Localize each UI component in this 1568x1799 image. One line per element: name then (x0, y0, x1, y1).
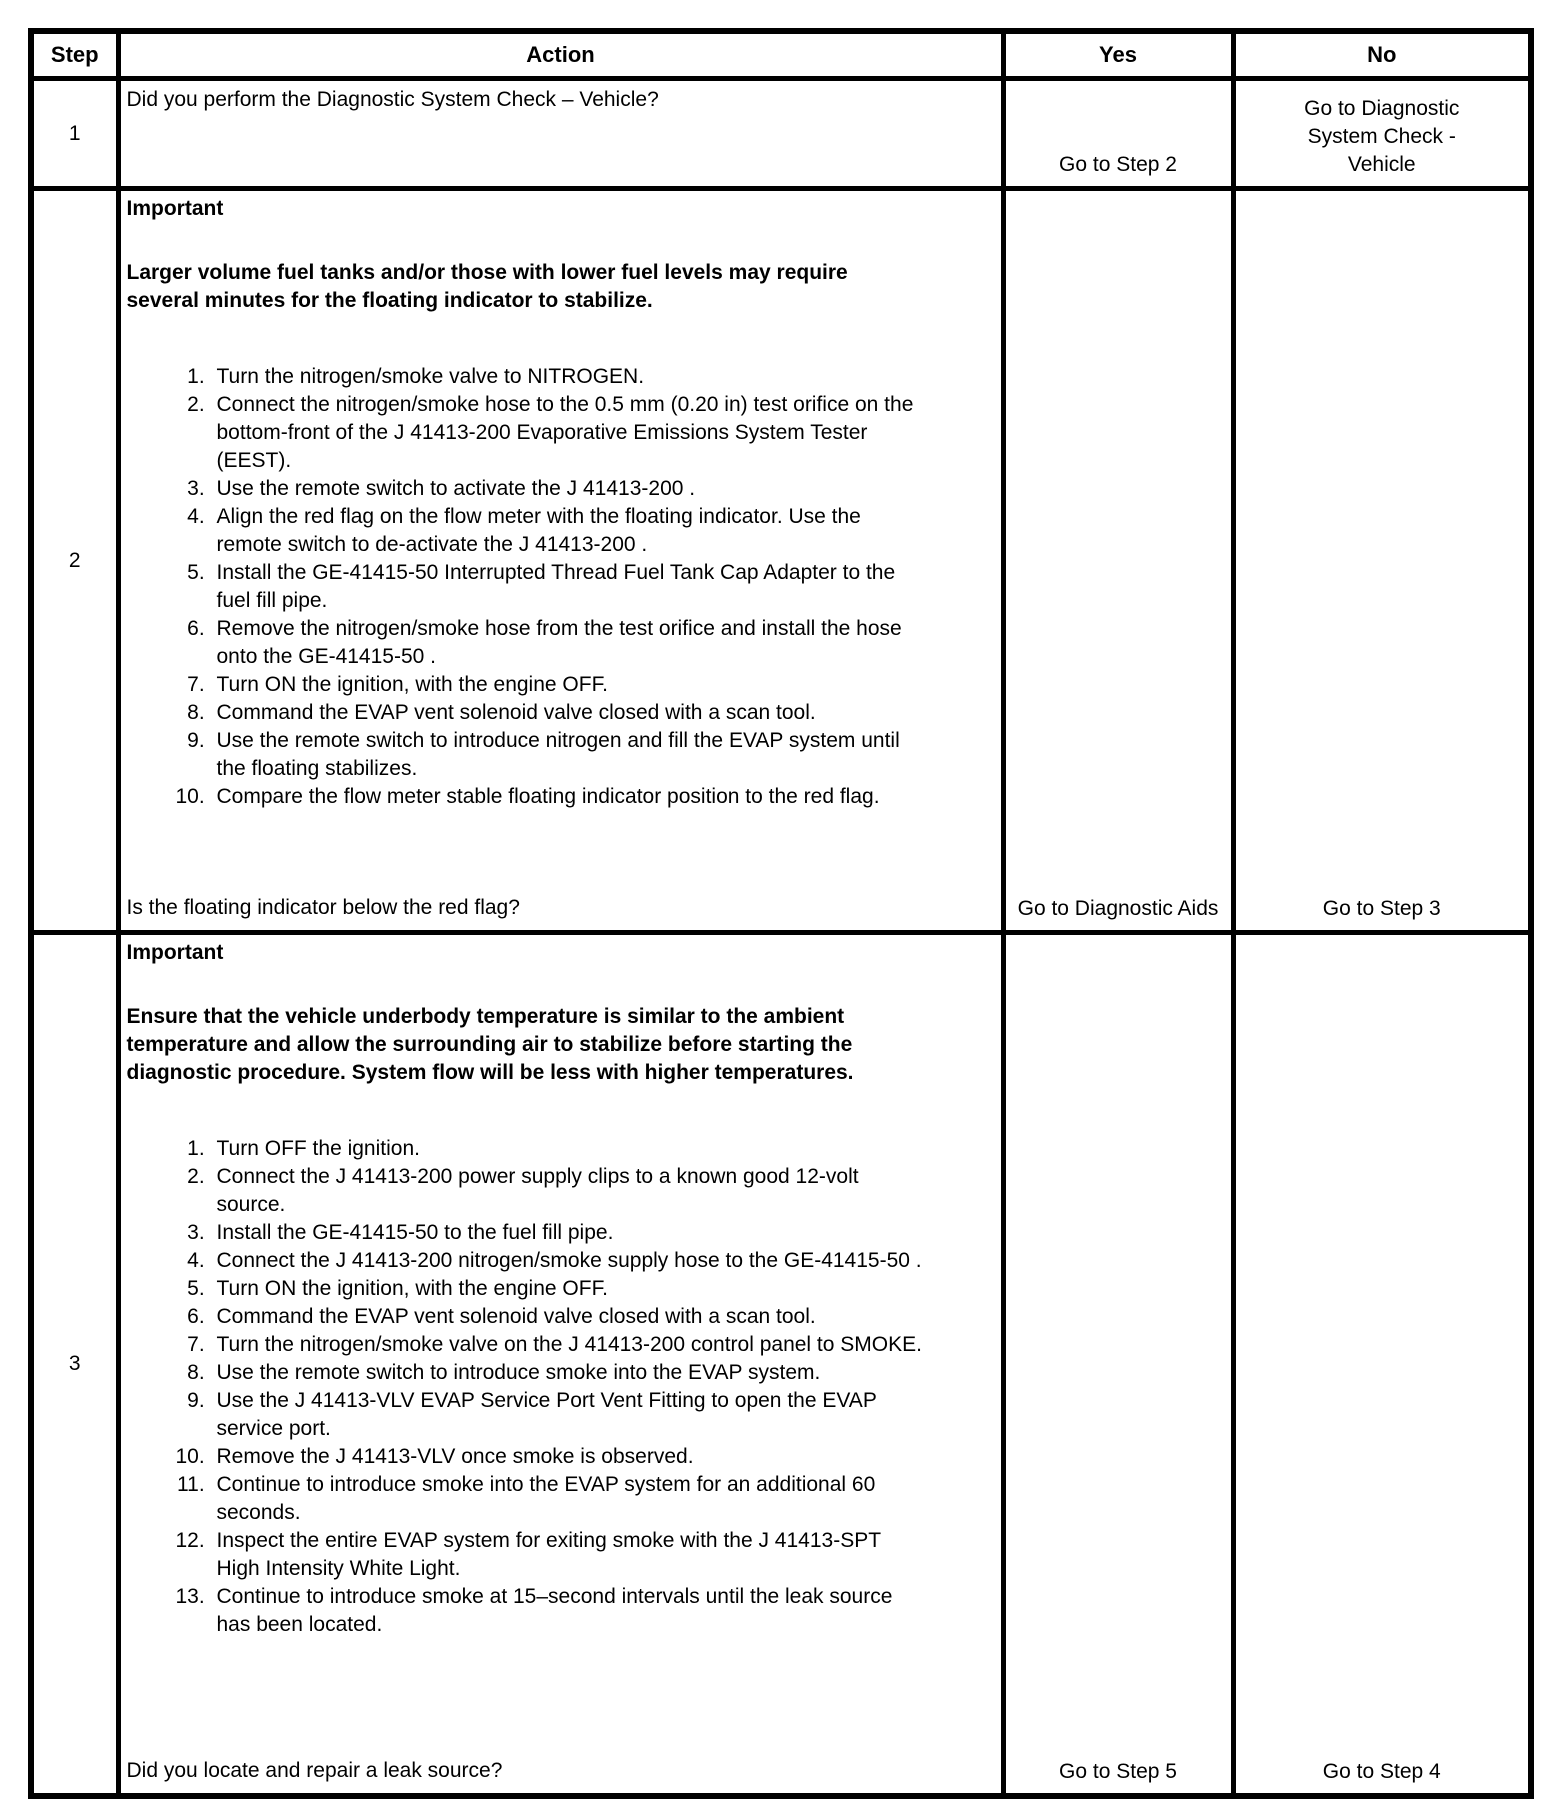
table-row-step-3 (31, 933, 1531, 1797)
important-label: Important (126, 197, 224, 220)
action-step-item: 2. Connect the nitrogen/smoke hose to the 0.5 mm (0.20 in) test orifice on the bottom-front of the J 41413-200 Evaporative Emissions System Tester (EEST). (211, 391, 925, 475)
action-step-item: 12. Inspect the entire EVAP system for exiting smoke with the J 41413-SPT High Intensity White Light. (211, 1527, 925, 1583)
action-question: Did you locate and repair a leak source? (126, 1759, 503, 1782)
action-step-item: 7. Turn the nitrogen/smoke valve on the J 41413-200 control panel to SMOKE. (211, 1331, 925, 1359)
action-cell (118, 79, 1003, 189)
action-content (121, 191, 1001, 930)
header-row (31, 31, 1531, 79)
yes-cell (1003, 189, 1233, 933)
no-instruction: Go to Diagnostic System Check - Vehicle (1304, 97, 1460, 176)
no-cell (1233, 933, 1531, 1797)
action-step-item: 5. Turn ON the ignition, with the engine OFF. (211, 1275, 925, 1303)
action-cell (118, 933, 1003, 1797)
col-header-action: Action (118, 31, 1003, 79)
action-question: Is the floating indicator below the red flag? (126, 896, 520, 919)
action-step-item: 6. Remove the nitrogen/smoke hose from the test orifice and install the hose onto the GE-41415-50 . (211, 615, 925, 671)
action-step-item: 9. Use the remote switch to introduce nitrogen and fill the EVAP system until the floating stabilizes. (211, 727, 925, 783)
action-step-item: 6. Command the EVAP vent solenoid valve closed with a scan tool. (211, 1303, 925, 1331)
yes-cell (1003, 933, 1233, 1797)
col-header-step: Step (31, 31, 118, 79)
action-step-list (127, 363, 995, 811)
no-cell (1233, 79, 1531, 189)
action-step-item: 4. Align the red flag on the flow meter with the floating indicator. Use the remote switch to de-activate the J 41413-200 . (211, 503, 925, 559)
action-step-item: 10. Remove the J 41413-VLV once smoke is observed. (211, 1443, 925, 1471)
yes-instruction: Go to Diagnostic Aids (1017, 897, 1219, 920)
col-header-yes: Yes (1003, 31, 1233, 79)
table-row-step-1 (31, 79, 1531, 189)
action-step-item: 8. Command the EVAP vent solenoid valve closed with a scan tool. (211, 699, 925, 727)
yes-cell (1003, 79, 1233, 189)
action-content (121, 81, 1001, 186)
action-step-item: 10. Compare the flow meter stable floating indicator position to the red flag. (211, 783, 925, 811)
action-step-item: 4. Connect the J 41413-200 nitrogen/smoke supply hose to the GE-41415-50 . (211, 1247, 925, 1275)
action-step-item: 9. Use the J 41413-VLV EVAP Service Port Vent Fitting to open the EVAP service port. (211, 1387, 925, 1443)
action-cell (118, 189, 1003, 933)
action-step-item: 8. Use the remote switch to introduce smoke into the EVAP system. (211, 1359, 925, 1387)
important-label: Important (126, 941, 224, 964)
action-step-item: 11. Continue to introduce smoke into the EVAP system for an additional 60 seconds. (211, 1471, 925, 1527)
action-step-item: 7. Turn ON the ignition, with the engine OFF. (211, 671, 925, 699)
action-step-list (127, 1135, 995, 1639)
step-number: 2 (31, 189, 118, 933)
action-step-item: 2. Connect the J 41413-200 power supply clips to a known good 12-volt source. (211, 1163, 925, 1219)
action-step-item: 3. Use the remote switch to activate the J 41413-200 . (211, 475, 925, 503)
col-header-no: No (1233, 31, 1531, 79)
no-instruction: Go to Step 3 (1322, 897, 1441, 920)
step-number: 3 (31, 933, 118, 1797)
action-question: Did you perform the Diagnostic System Check – Vehicle? (126, 88, 659, 111)
action-step-item: 13. Continue to introduce smoke at 15–second intervals until the leak source has been located. (211, 1583, 925, 1639)
table-row-step-2 (31, 189, 1531, 933)
action-step-item: 1. Turn OFF the ignition. (211, 1135, 925, 1163)
action-step-item: 1. Turn the nitrogen/smoke valve to NITROGEN. (211, 363, 925, 391)
important-text: Larger volume fuel tanks and/or those with lower fuel levels may require several minutes for the floating indicator to stabilize. (126, 261, 848, 312)
diagnostic-step-table (28, 28, 1534, 1799)
no-instruction: Go to Step 4 (1322, 1760, 1441, 1783)
action-step-item: 5. Install the GE-41415-50 Interrupted Thread Fuel Tank Cap Adapter to the fuel fill pipe. (211, 559, 925, 615)
step-number: 1 (31, 79, 118, 189)
action-content (121, 935, 1001, 1793)
important-text: Ensure that the vehicle underbody temperature is similar to the ambient temperature and allow the surrounding air to stabilize before starting the diagnostic procedure. System flow will be less with higher temperatures. (126, 1005, 854, 1084)
yes-instruction: Go to Step 5 (1059, 1760, 1177, 1783)
no-cell (1233, 189, 1531, 933)
action-step-item: 3. Install the GE-41415-50 to the fuel fill pipe. (211, 1219, 925, 1247)
yes-instruction: Go to Step 2 (1059, 153, 1177, 176)
